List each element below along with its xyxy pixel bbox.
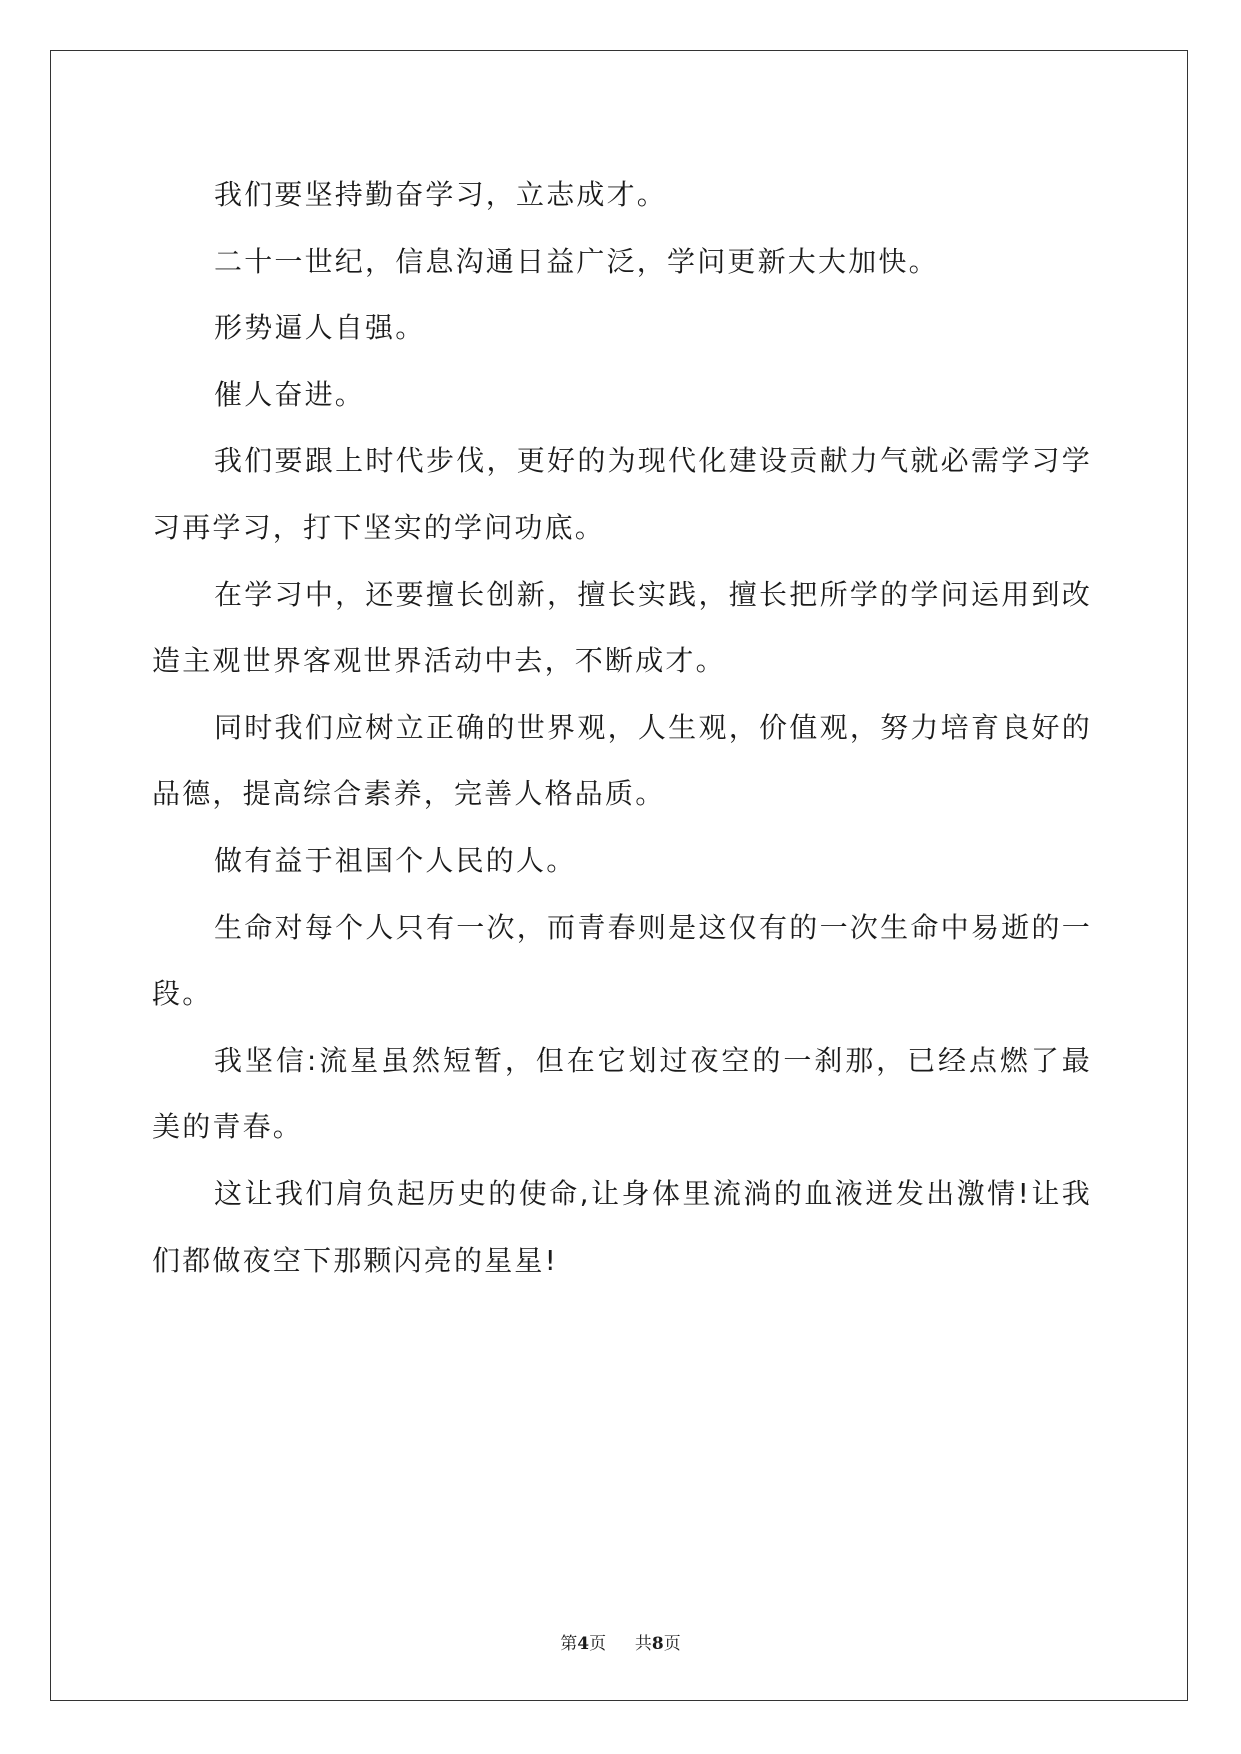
page-prefix: 第 — [560, 1634, 578, 1654]
total-suffix: 页 — [663, 1634, 681, 1654]
paragraph: 生命对每个人只有一次，而青春则是这仅有的一次生命中易逝的一段。 — [152, 910, 1092, 1011]
paragraph: 这让我们肩负起历史的使命,让身体里流淌的血液迸发出激情!让我们都做夜空下那颗闪亮的星星! — [152, 1176, 1092, 1277]
page-number — [560, 1634, 611, 1654]
paragraph: 二十一世纪，信息沟通日益广泛，学问更新大大加快。 — [214, 244, 939, 278]
paragraph: 形势逼人自强。 — [214, 311, 426, 345]
paragraph: 我们要坚持勤奋学习，立志成才。 — [214, 178, 668, 211]
paragraph: 我坚信:流星虽然短暂，但在它划过夜空的一刹那，已经点燃了最美的青春。 — [152, 1043, 1092, 1144]
paragraph: 同时我们应树立正确的世界观，人生观，价值观，努力培育良好的品德，提高综合素养，完善人格品质。 — [152, 710, 1092, 811]
paragraph: 我们要跟上时代步伐，更好的为现代化建设贡献力气就必需学习学习再学习，打下坚实的学问功底。 — [152, 444, 1092, 544]
paragraph: 做有益于祖国个人民的人。 — [214, 843, 577, 877]
page-suffix: 页 — [589, 1634, 607, 1654]
total-prefix: 共 — [634, 1634, 652, 1654]
paragraph: 在学习中，还要擅长创新，擅长实践，擅长把所学的学问运用到改造主观世界客观世界活动中去，不断成才。 — [152, 577, 1092, 678]
document-body — [152, 162, 1092, 1294]
page-footer — [0, 1629, 1241, 1654]
page-total-count: 8 — [651, 1634, 664, 1654]
page-current: 4 — [577, 1634, 590, 1654]
paragraph: 催人奋进。 — [214, 377, 366, 411]
page-total — [635, 1634, 681, 1654]
